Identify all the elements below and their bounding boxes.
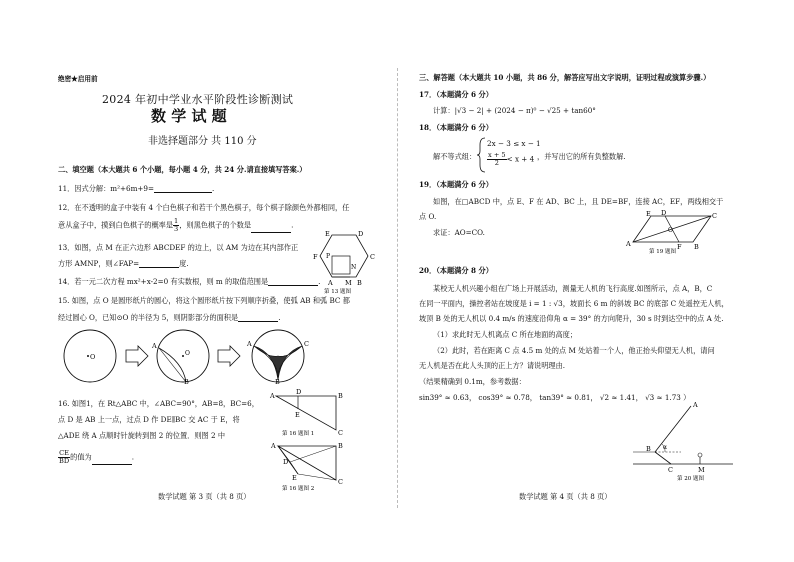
q18-fraction — [487, 152, 507, 167]
hex-label-d: D — [358, 230, 364, 238]
q14-text: 14．若一元二次方程 mx²+x-2=0 有实数根，则 m 的取值范围是 — [58, 277, 269, 286]
q12-end: . — [291, 220, 294, 230]
q16-frac-den: BD — [59, 457, 70, 465]
confidential-mark: 绝密★启用前 — [58, 75, 98, 83]
hex-label-n: N — [351, 264, 357, 271]
q16-line1: 16. 如图1，在 Rt△ABC 中，∠ABC=90°，AB=8，BC=6， — [58, 399, 259, 408]
q13-end: 度. — [179, 259, 189, 268]
q15-line2 — [58, 313, 280, 322]
q16-line3: △ADE 绕 A 点顺时针旋转到图 2 的位置．则图 2 中 — [58, 431, 226, 440]
figure-16-2-caption: 第 16 题图 2 — [282, 486, 315, 492]
q19-head: 19．（本题满分 6 分） — [419, 180, 493, 189]
q19-line3: 求证：AO=CO. — [433, 228, 485, 237]
hex-label-p: P — [326, 253, 331, 260]
q14-end: . — [318, 277, 321, 286]
q13-blank — [139, 267, 179, 268]
hex-label-c: C — [370, 253, 375, 261]
q15-end: . — [278, 313, 281, 322]
arrow-right-icon — [126, 346, 148, 366]
tri2-label-a: A — [271, 442, 276, 450]
q15-blank — [238, 321, 278, 322]
circle2-label-o: O — [185, 350, 190, 357]
tri1-label-d: D — [296, 388, 302, 396]
q12-text-a: 意从盒子中，摸到白色棋子的概率是 — [58, 220, 174, 230]
drone-label-alpha: α — [663, 444, 668, 451]
exam-title: 2024 年初中学业水平阶段性诊断测试 — [102, 93, 294, 106]
para-label-o: O — [668, 227, 673, 234]
drone-label-a: A — [693, 401, 698, 409]
figure-16-1 — [268, 388, 348, 438]
drone-label-b: B — [646, 445, 651, 453]
para-label-b: B — [694, 243, 699, 251]
figure-20-drone — [633, 402, 739, 482]
hex-label-e: E — [325, 230, 330, 238]
arrow-right-icon-2 — [218, 346, 240, 366]
tri1-label-a: A — [270, 392, 275, 400]
para-label-c: C — [712, 212, 717, 220]
q18-post: ，并写出它的所有负整数解. — [537, 152, 626, 161]
q16-end: . — [131, 452, 135, 462]
q20-line1: 某校无人机兴趣小组在广场上开展活动，测量无人机的飞行高度.如图所示，点 A，B，C — [433, 284, 713, 293]
para-label-a: A — [626, 240, 631, 248]
tri2-label-e: E — [292, 474, 297, 482]
figure-15-folding — [58, 328, 388, 384]
section3-header: 三、解答题（本大题共 10 小题，共 86 分，解答应写出文字说明，证明过程或演算步骤.） — [419, 73, 711, 82]
q11-text: 11．因式分解：m²+6m+9= — [58, 184, 154, 193]
q19-line2: 点 O. — [419, 212, 437, 221]
figure-19-caption: 第 19 题图 — [649, 249, 676, 255]
circle1-label-o: O — [90, 353, 96, 361]
q12-text-b: ，则黑色棋子的个数是 — [179, 220, 252, 230]
q16-line2: 点 D 是 AB 上一点，过点 D 作 DE∥BC 交 AC 于 E，将 — [58, 415, 240, 424]
hex-label-m: M — [345, 279, 352, 287]
tri2-label-b: B — [338, 442, 343, 450]
q12-blank — [251, 232, 291, 233]
q17-head: 17．（本题满分 6 分） — [419, 90, 493, 99]
q20-sub2a: （2）此时，若在距离 C 点 4.5 m 处的点 M 处站着一个人，他正抬头仰望无人机，请问 — [433, 346, 715, 355]
tri2-label-c: C — [338, 478, 343, 486]
q12-frac-den: 3 — [174, 225, 179, 233]
q20-head: 20．（本题满分 8 分） — [419, 266, 493, 275]
q13-line2 — [58, 259, 189, 268]
q15-text: 经过圆心 O，已知⊙O 的半径为 5，则阴影部分的面积是 — [58, 313, 239, 322]
tri1-label-c: C — [338, 429, 343, 437]
tri1-label-e: E — [295, 411, 300, 419]
section2-header: 二、填空题（本大题共 6 个小题，每小题 4 分，共 24 分.请直接填写答案.） — [58, 165, 307, 174]
circle2-label-a: A — [152, 342, 157, 350]
tri1-label-b: B — [338, 392, 343, 400]
q18-head: 18．（本题满分 6 分） — [419, 123, 493, 132]
q18-ineq2 — [487, 152, 534, 167]
q20-sub2b: 无人机是否在此人头顶的正上方？请说明理由. — [419, 361, 566, 370]
right-page — [397, 0, 794, 562]
q18-pre: 解不等式组： — [433, 152, 477, 161]
hex-label-a: A — [328, 279, 333, 287]
q13-line1: 13．如图，点 M 在正六边形 ABCDEF 的边上，以 AM 为边在其内部作正 — [58, 243, 299, 252]
circle3-label-o: O — [280, 351, 285, 358]
left-footer: 数学试题 第 3 页（共 8 页） — [158, 492, 251, 501]
q16-line4 — [58, 450, 134, 465]
q12-line2 — [58, 218, 293, 233]
para-label-f: F — [677, 243, 682, 251]
circle3-label-a: A — [247, 340, 252, 348]
figure-20-caption: 第 20 题图 — [677, 476, 704, 482]
figure-13-hexagon — [310, 229, 382, 293]
right-footer: 数学试题 第 4 页（共 8 页） — [519, 492, 612, 501]
figure-16-2 — [268, 440, 348, 492]
brace-icon — [477, 137, 487, 173]
figure-16-1-caption: 第 16 题图 1 — [282, 431, 315, 437]
figure-13-caption: 第 13 题图 — [324, 289, 351, 295]
q11-end: . — [212, 184, 215, 193]
para-label-d: D — [661, 209, 667, 217]
para-label-e: E — [646, 210, 651, 218]
q20-sub1: （1）求此时无人机离点 C 所在地面的高度； — [433, 330, 578, 339]
q18-frac-num: x + 5 — [488, 151, 506, 159]
drone-label-c: C — [668, 466, 673, 474]
figure-19-parallelogram — [623, 208, 715, 254]
circle3-label-b: B — [275, 378, 280, 386]
q20-refs: sin39° ≈ 0.63， cos39° ≈ 0.78， tan39° ≈ 0.81， √2 ≈ 1.41， √3 ≈ 1.73 ） — [419, 393, 691, 402]
subject-title: 数 学 试 题 — [151, 107, 227, 125]
q18-frac-den: 2 — [494, 159, 499, 167]
circle3-label-c: C — [304, 340, 309, 348]
q11 — [58, 184, 214, 193]
q16-text: 的值为 — [70, 452, 92, 462]
q20-line3: 坡顶 B 处的无人机以 0.4 m/s 的速度沿仰角 α = 39° 的方向爬升，30 s 时到达空中的点 A 处. — [419, 314, 724, 323]
q13-text: 方形 AMNP，则∠FAP= — [58, 259, 140, 268]
q17-body: 计算：|√3 − 2| + (2024 − π)⁰ − √25 + tan60° — [433, 106, 596, 115]
q16-blank — [92, 464, 132, 465]
q18-ineq2-tail: < x + 4 — [506, 154, 535, 164]
q20-note: （结果精确到 0.1m，参考数据： — [419, 377, 526, 386]
circle2-label-b: B — [184, 378, 189, 386]
q16-fraction — [58, 450, 70, 465]
q18-ineq1: 2x − 3 ≤ x − 1 — [487, 139, 541, 148]
q15-line1: 15. 如图，点 O 是圆形纸片的圆心，将这个圆形纸片按下列顺序折叠，使弧 AB 和弧 BC 都 — [58, 296, 350, 305]
q14 — [58, 277, 320, 286]
q12-line1: 12．在不透明的盒子中装有 4 个白色棋子和若干个黑色棋子，每个棋子除颜色外都相同，任 — [58, 203, 350, 212]
q16-frac-num: CE — [59, 449, 69, 457]
hex-label-f: F — [313, 253, 318, 261]
hex-label-b: B — [357, 279, 362, 287]
tri2-label-d: D — [283, 458, 289, 466]
part-title: 非选择题部分 共 110 分 — [148, 136, 257, 147]
q11-blank — [154, 192, 212, 193]
q20-line2: 在同一平面内，操控者站在坡度是 i = 1 : √3，坡面长 6 m 的斜坡 BC 的底部 C 处遥控无人机， — [419, 299, 729, 308]
q19-line1: 如图，在□ABCD 中，点 E、F 在 AD、BC 上，且 DE=BF，连接 AC，EF，两线相交于 — [433, 197, 724, 206]
q12-frac-num: 1 — [174, 217, 179, 225]
drone-label-m: M — [698, 466, 705, 474]
